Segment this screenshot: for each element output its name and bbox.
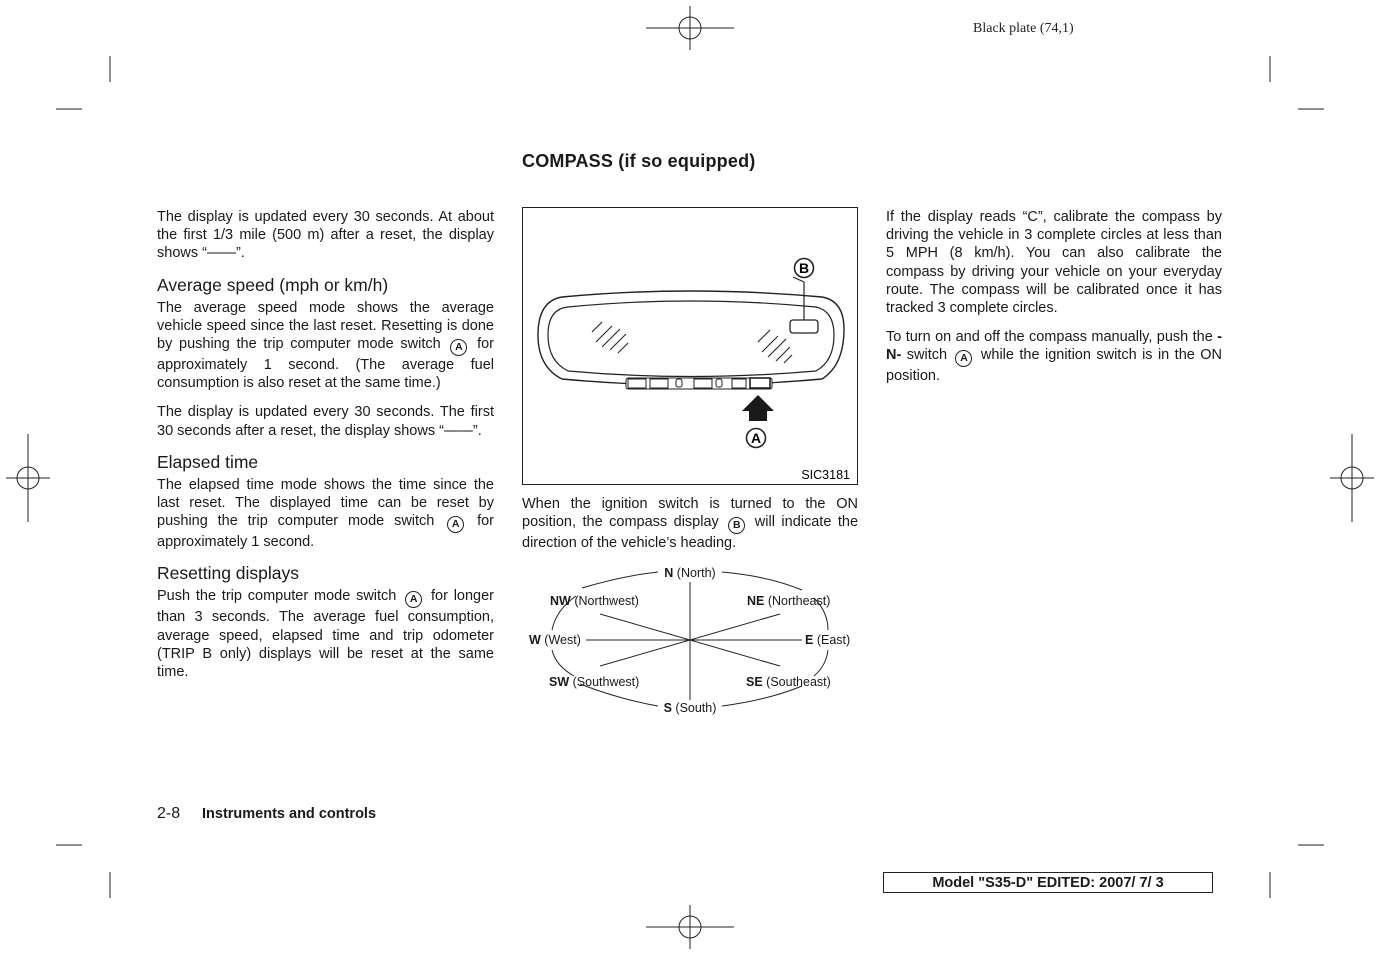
svg-text:NW (Northwest) [550,594,639,608]
page-number: 2-8 [157,805,181,822]
compass-switch-icon: -N- [886,329,1223,364]
compass-sw-name: (Southwest) [572,675,640,689]
section-title: COMPASS (if so equipped) [522,151,756,171]
callout-a-icon: A [450,339,467,356]
compass-e-name: (East) [816,633,851,647]
subheading-average-speed: Average speed (mph or km/h) [157,274,389,295]
subheading-elapsed-time: Elapsed time [157,451,259,472]
paragraph: To turn on and off the compass manually, push the -N- switch A while the ignition switch is in the ON position. [886,329,1223,385]
mirror-illustration [522,207,859,486]
callout-b-label: B [798,260,810,276]
compass-s-abbr: S [663,701,672,715]
paragraph: The display is updated every 30 seconds. At about the first 1/3 mile (500 m) after a reset, the display shows “——”. [157,209,494,262]
subheading-resetting-displays: Resetting displays [157,563,300,584]
callout-a-icon: A [405,591,422,608]
svg-text:SW (Southwest) [549,675,639,689]
callout-a-icon: A [447,516,464,533]
paragraph: If the display reads “C”, calibrate the compass by driving the vehicle in 3 complete circles at less than 5 MPH (8 km/h). You can also calibrate the compass by driving your vehicle on your everyday route. The compass will be calibrated once it has tracked 3 complete circles. [886,209,1222,317]
svg-text:S (South) [664,701,717,715]
svg-text:W (West) [529,633,581,647]
figure-code: SIC3181 [801,468,850,482]
compass-ne-abbr: NE [747,594,765,608]
paragraph: Push the trip computer mode switch A for longer than 3 seconds. The average fuel consumption, average speed, elapsed time and trip odometer (TRIP B only) displays will be reset at the same time. [157,588,495,681]
compass-n-name: (North) [676,566,716,580]
compass-nw-name: (Northwest) [574,594,639,608]
compass-nw-abbr: NW [550,594,571,608]
svg-text:SE (Southeast) [746,675,831,689]
compass-sw-abbr: SW [549,675,570,689]
paragraph: The average speed mode shows the average vehicle speed since the last reset. Resetting is done by pushing the trip computer mode switch A for approximately 1 second. (The average fuel consumption is also reset at the same time.) [157,299,495,392]
compass-se-name: (Southeast) [766,675,831,689]
paragraph: The display is updated every 30 seconds. The first 30 seconds after a reset, the display shows “——”. [157,404,494,439]
compass-diagram [522,560,859,720]
svg-text:NE (Northeast) [747,594,830,608]
model-edit-box: Model "S35-D" EDITED: 2007/ 7/ 3 [883,872,1213,893]
callout-a-label: A [750,430,762,446]
compass-se-abbr: SE [746,675,763,689]
compass-ne-name: (Northeast) [767,594,831,608]
paragraph: The elapsed time mode shows the time since the last reset. The displayed time can be reset by pushing the trip computer mode switch A for approximately 1 second. [157,476,494,551]
right-column [886,208,1222,397]
svg-text:E (East) [805,633,850,647]
left-column [157,208,494,692]
plate-label: Black plate (74,1) [973,21,1074,36]
compass-w-name: (West) [544,633,581,647]
svg-text:N (North) [664,566,715,580]
compass-s-name: (South) [675,701,717,715]
callout-b-icon: B [728,517,745,534]
figure-caption: When the ignition switch is turned to the ON position, the compass display B will indicate the direction of the vehicle’s heading. [522,496,859,552]
callout-a-icon: A [955,350,972,367]
compass-n-abbr: N [664,566,674,580]
footer-section: Instruments and controls [202,806,377,822]
compass-w-abbr: W [529,633,541,647]
compass-e-abbr: E [805,633,814,647]
